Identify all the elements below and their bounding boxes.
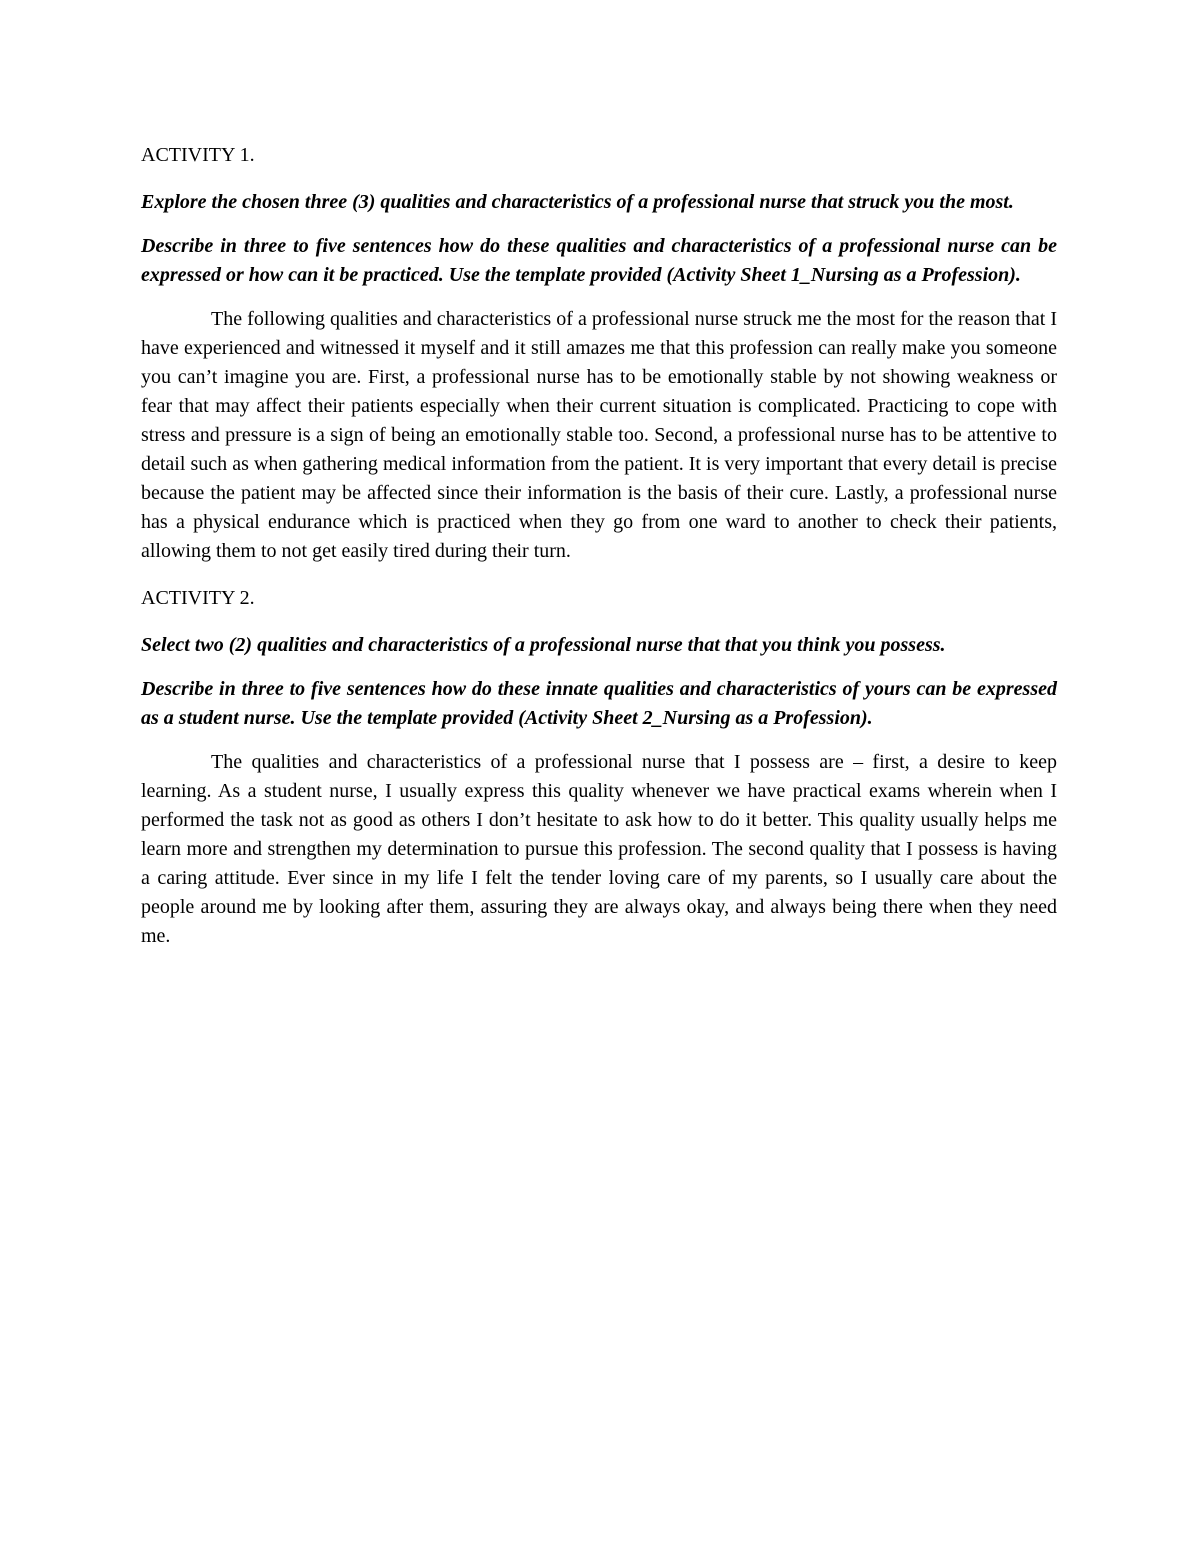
activity-1-section <box>141 140 1057 566</box>
activity-1-instruction-describe: Describe in three to five sentences how do these qualities and characteristics of a professional nurse can be expressed or how can it be practiced. Use the template provided (Activity Sheet 1_Nursing as a Profession). <box>141 235 1057 286</box>
activity-1-response: The following qualities and characteristics of a professional nurse struck me the most for the reason that I have experienced and witnessed it myself and it still amazes me that this profession can really make you someone you can’t imagine you are. First, a professional nurse has to be emotionally stable by not showing weakness or fear that may affect their patients especially when their current situation is complicated. Practicing to cope with stress and pressure is a sign of being an emotionally stable too. Second, a professional nurse has to be attentive to detail such as when gathering medical information from the patient. It is very important that every detail is precise because the patient may be affected since their information is the basis of their cure. Lastly, a professional nurse has a physical endurance which is practiced when they go from one ward to another to check their patients, allowing them to not get easily tired during their turn. <box>141 308 1057 562</box>
activity-2-heading: ACTIVITY 2. <box>141 587 255 609</box>
activity-1-instruction-explore: Explore the chosen three (3) qualities and characteristics of a professional nurse that struck you the most. <box>141 191 1014 213</box>
activity-2-section <box>141 583 1057 951</box>
activity-2-instruction-select: Select two (2) qualities and characteristics of a professional nurse that that you think you possess. <box>141 634 946 656</box>
activity-2-response: The qualities and characteristics of a professional nurse that I possess are – first, a desire to keep learning. As a student nurse, I usually express this quality whenever we have practical exams wherein when I performed the task not as good as others I don’t hesitate to ask how to do it better. This quality usually helps me learn more and strengthen my determination to pursue this profession. The second quality that I possess is having a caring attitude. Ever since in my life I felt the tender loving care of my parents, so I usually care about the people around me by looking after them, assuring they are always okay, and always being there when they need me. <box>141 751 1057 947</box>
activity-2-instruction-describe: Describe in three to five sentences how do these innate qualities and characteristics of yours can be expressed as a student nurse. Use the template provided (Activity Sheet 2_Nursing as a Profession). <box>141 678 1057 729</box>
document-page <box>141 140 1057 968</box>
activity-1-heading: ACTIVITY 1. <box>141 144 255 166</box>
